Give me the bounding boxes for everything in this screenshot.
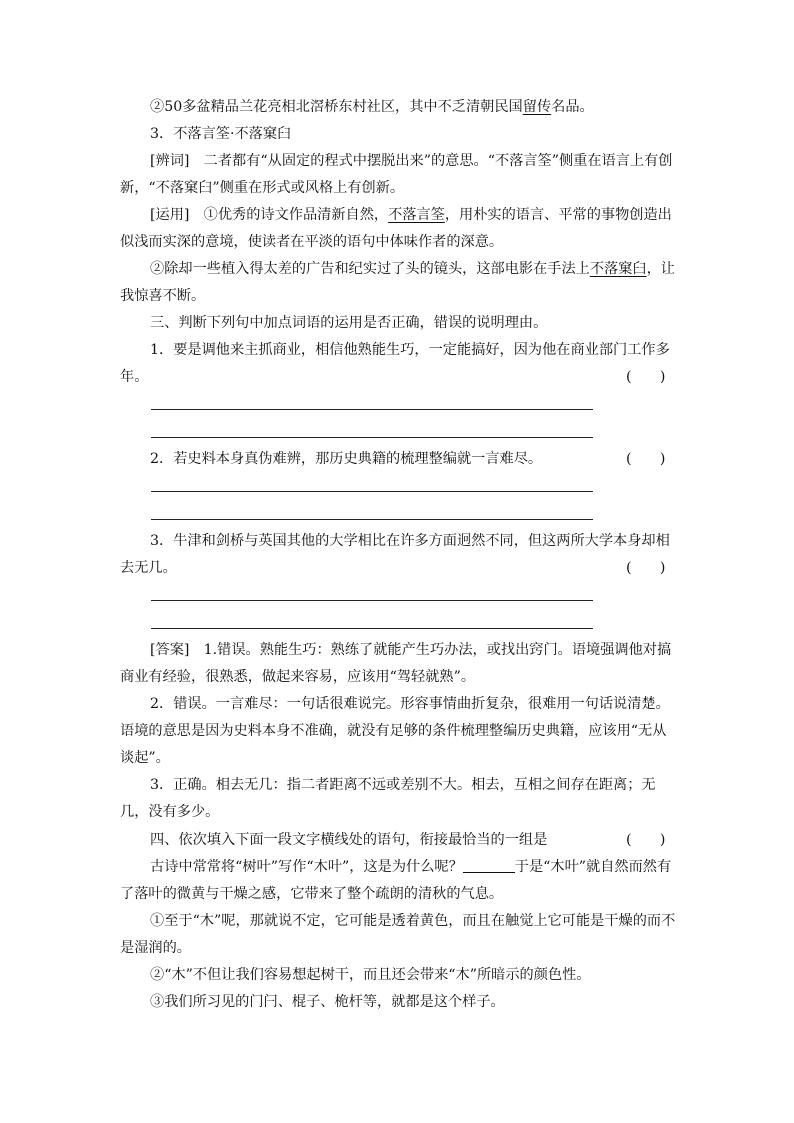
question-text: 3．牛津和剑桥与英国其他的大学相比在许多方面迥然不同，但这两所大学本身却相去无几。 — [120, 533, 670, 576]
option-1: ①至于“木”呢，那就说不定，它可能是透着黄色，而且在触觉上它可能是干燥的而不是湿润的。 — [120, 913, 676, 956]
underlined-term: 不落言筌 — [388, 207, 445, 223]
answer-1 — [120, 637, 676, 691]
answer-paren[interactable]: ( ) — [626, 369, 666, 385]
question-3 — [120, 528, 676, 582]
yunyong-section — [120, 202, 676, 256]
option-3: ③我们所习见的门闩、棍子、桅杆等，就都是这个样子。 — [150, 994, 505, 1010]
answer-line[interactable] — [151, 628, 593, 629]
text: 名品。 — [551, 99, 594, 115]
answer-paren[interactable]: ( ) — [626, 451, 666, 467]
yunyong-tag: [运用] — [150, 207, 190, 223]
section-3-title — [120, 310, 676, 337]
answer-paren[interactable]: ( ) — [626, 560, 666, 576]
section-title: 三、判断下列句中加点词语的运用是否正确，错误的说明理由。 — [150, 315, 548, 331]
question-text: 2．若史料本身真伪难辨，那历史典籍的梳理整编就一言难尽。 — [150, 451, 543, 467]
answer-line[interactable] — [151, 519, 593, 520]
answer-line[interactable] — [151, 600, 593, 601]
text: ②50多盆精品兰花亮相北滘桥东村社区，其中不乏清朝民国 — [150, 99, 523, 115]
passage — [120, 854, 676, 908]
question-text: 1．要是调他来主抓商业，相信他熟能生巧，一定能搞好，因为他在商业部门工作多年。 — [120, 342, 670, 385]
fill-blank[interactable] — [463, 858, 515, 873]
bianci-tag: [辨词] — [150, 153, 190, 169]
answer-section — [120, 637, 676, 826]
answer-line[interactable] — [151, 491, 593, 492]
answer-3: 3．正确。相去无几：指二者距离不远或差别不大。相去，互相之间存在距离；无几，没有多少。 — [120, 777, 656, 820]
question-2 — [120, 446, 676, 473]
usage-example-yy2 — [120, 256, 676, 310]
item-heading: 3．不落言筌·不落窠臼 — [150, 126, 292, 142]
usage-example-2 — [120, 94, 676, 121]
item-3-heading — [120, 121, 676, 148]
text: 于是“木叶”就自然而然有了落叶的微黄与干燥之感，它带来了整个疏朗的清秋的气息。 — [120, 859, 672, 902]
paragraph — [120, 94, 676, 121]
option-2: ②“木”不但让我们容易想起树干，而且还会带来“木”所暗示的颜色性。 — [150, 967, 591, 983]
section-4-title — [120, 827, 676, 854]
underlined-term: 不落窠臼 — [589, 261, 647, 277]
answer-line[interactable] — [151, 437, 593, 438]
underlined-term: 留传 — [522, 99, 552, 115]
bianci-section — [120, 148, 676, 202]
section-4-body — [120, 854, 676, 1016]
question-1 — [120, 337, 676, 391]
answer-tag: [答案] — [150, 642, 190, 658]
answer-2: 2．错误。一言难尽：一句话很难说完。形容事情曲折复杂，很难用一句话说清楚。语境的意思是因为史料本身不准确，就没有足够的条件梳理整编历史典籍，应该用“无从谈起”。 — [120, 696, 670, 766]
answer-line[interactable] — [151, 409, 593, 410]
text: ，让我惊喜不断。 — [120, 261, 675, 304]
answer-paren[interactable]: ( ) — [626, 832, 666, 848]
paragraph — [120, 202, 676, 256]
section-title: 四、依次填入下面一段文字横线处的语句，衔接最恰当的一组是 — [150, 832, 548, 848]
text: ，用朴实的语言、平常的事物创造出似浅而实深的意境，使读者在平淡的语句中体味作者的深意。 — [120, 207, 672, 250]
text: ①优秀的诗文作品清新自然， — [189, 207, 389, 223]
paragraph — [120, 148, 676, 202]
text: 二者都有“从固定的程式中摆脱出来”的意思。“不落言筌”侧重在语言上有创新，“不落窠臼”侧重在形式或风格上有创新。 — [120, 153, 673, 196]
paragraph — [120, 256, 676, 310]
text: ②除却一些植入得太差的广告和纪实过了头的镜头，这部电影在手法上 — [150, 261, 590, 277]
text: 1.错误。熟能生巧：熟练了就能产生巧办法，或找出窍门。语境强调他对搞商业有经验，很熟悉，做起来容易，应该用“驾轻就熟”。 — [120, 642, 672, 685]
text: 古诗中常常将“树叶”写作“木叶”，这是为什么呢？ — [150, 859, 463, 875]
